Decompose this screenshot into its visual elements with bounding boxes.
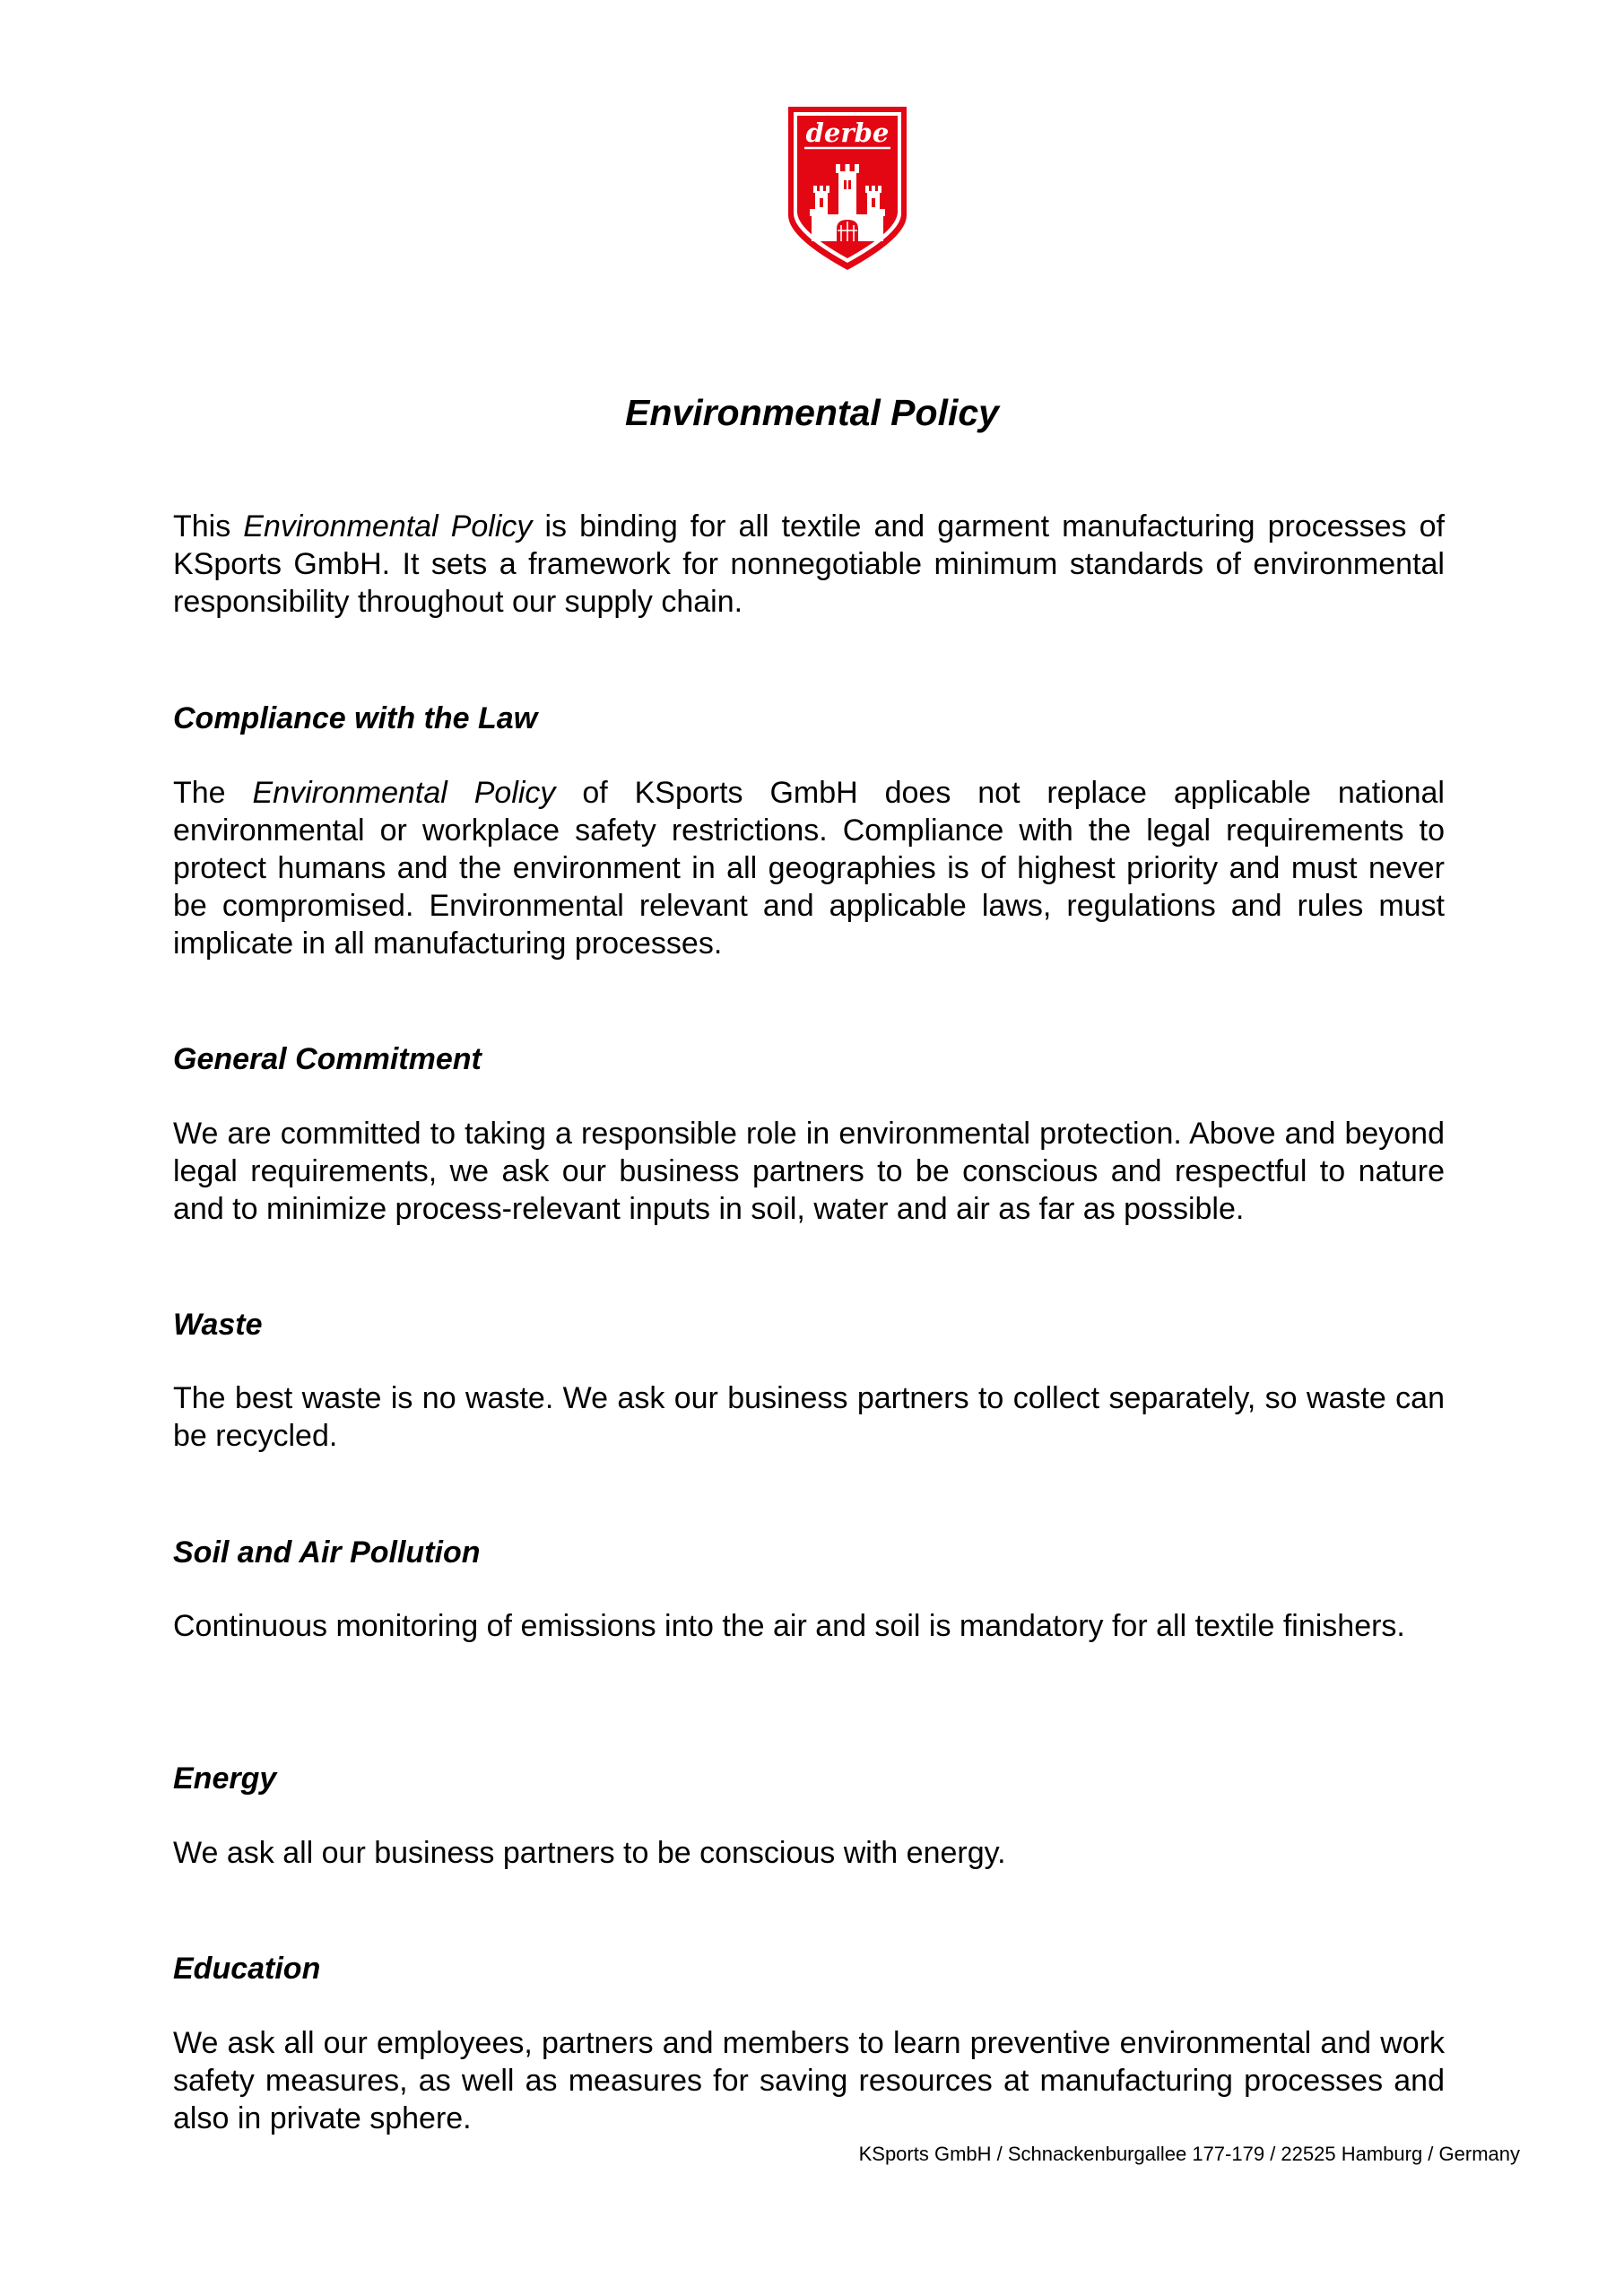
section-body-education: We ask all our employees, partners and members to learn preventive environmental and work safety measures, as well as measures for saving resources at manufacturing processes and also in private sphere. — [173, 2026, 1445, 2135]
section-body-compliance — [173, 774, 1445, 962]
page-title: Environmental Policy — [625, 392, 999, 433]
compliance-lead: The — [173, 776, 253, 810]
compliance-emphasis: Environmental Policy — [252, 776, 556, 810]
section-body-pollution: Continuous monitoring of emissions into the air and soil is mandatory for all textile finishers. — [173, 1609, 1405, 1643]
section-heading-commitment: General Commitment — [173, 1042, 482, 1076]
page-footer: KSports GmbH / Schnackenburgallee 177-179 / 22525 Hamburg / Germany — [858, 2143, 1520, 2165]
derbe-logo — [785, 103, 910, 274]
section-body-energy: We ask all our business partners to be conscious with energy. — [173, 1836, 1006, 1870]
compliance-rest: of KSports GmbH does not replace applicable national environmental or workplace safety restrictions. Compliance with the legal requirements to protect humans and the environment in all geographies is of highest priority and must never be compromised. Environmental relevant and applicable laws, regulations and rules must implicate in all manufacturing processes. — [173, 776, 1445, 961]
intro-rest: is binding for all textile and garment manufacturing processes of KSports GmbH. It sets a framework for nonnegotiable minimum standards of environmental responsibility throughout our supply chain. — [173, 509, 1445, 619]
intro-paragraph — [173, 508, 1445, 621]
section-heading-waste: Waste — [173, 1308, 263, 1342]
intro-emphasis: Environmental Policy — [243, 509, 533, 544]
logo-wordmark: derbe — [805, 117, 890, 148]
section-body-commitment: We are committed to taking a responsible role in environmental protection. Above and beyond legal requirements, we ask our business partners to be conscious and respectful to nature and to minimize process-relevant inputs in soil, water and air as far as possible. — [173, 1117, 1445, 1226]
section-heading-energy: Energy — [173, 1761, 277, 1796]
section-heading-compliance: Compliance with the Law — [173, 701, 538, 735]
section-heading-pollution: Soil and Air Pollution — [173, 1535, 481, 1570]
intro-lead: This — [173, 509, 244, 544]
section-heading-education: Education — [173, 1952, 321, 1986]
section-body-waste: The best waste is no waste. We ask our business partners to collect separately, so waste can be recycled. — [173, 1381, 1445, 1453]
